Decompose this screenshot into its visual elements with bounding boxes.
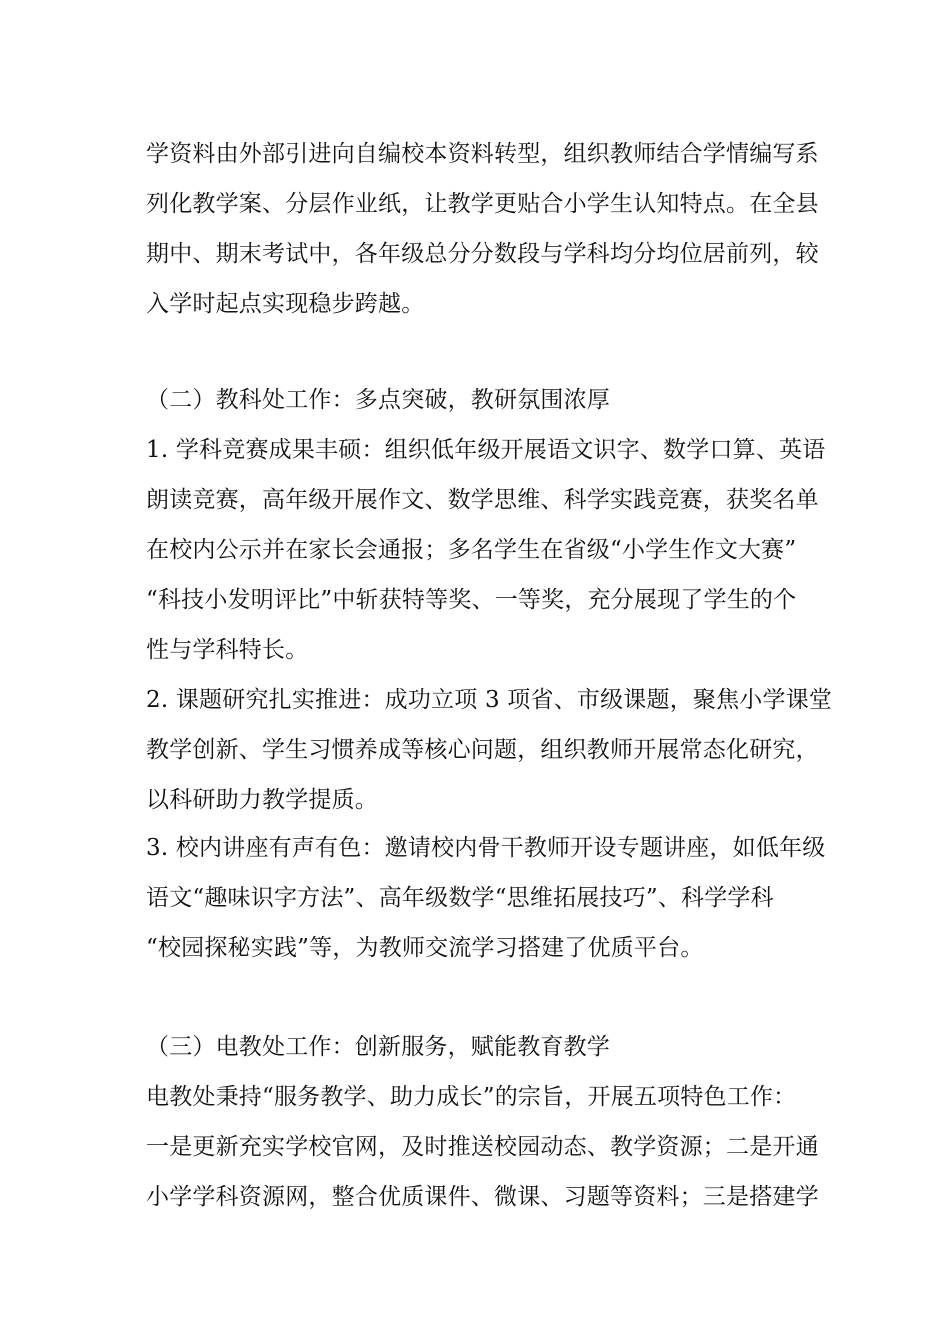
list-item-line: 在校内公示并在家长会通报；多名学生在省级“小学生作文大赛” [146, 537, 797, 563]
list-item-line: “校园探秘实践”等，为教师交流学习搭建了优质平台。 [146, 935, 704, 961]
paragraph-line: 小学学科资源网，整合优质课件、微课、习题等资料；三是搭建学 [146, 1184, 819, 1210]
paragraph-line: 列化教学案、分层作业纸，让教学更贴合小学生认知特点。在全县 [146, 191, 819, 217]
list-item-line: 教学创新、学生习惯养成等核心问题，组织教师开展常态化研究， [146, 737, 819, 763]
section-heading-3: （三）电教处工作：创新服务，赋能教育教学 [146, 1034, 610, 1060]
paragraph-line: 期中、期末考试中，各年级总分分数段与学科均分均位居前列，较 [146, 241, 819, 267]
list-item-line: 1. 学科竞赛成果丰硕：组织低年级开展语文识字、数学口算、英语 [146, 437, 826, 463]
list-item-line: 2. 课题研究扎实推进：成功立项 3 项省、市级课题，聚焦小学课堂 [146, 687, 833, 713]
list-item-line: 性与学科特长。 [146, 637, 309, 663]
paragraph-line: 电教处秉持“服务教学、助力成长”的宗旨，开展五项特色工作： [146, 1084, 797, 1110]
list-item-line: 以科研助力教学提质。 [146, 787, 378, 813]
paragraph-line: 学资料由外部引进向自编校本资料转型，组织教师结合学情编写系 [146, 141, 819, 167]
section-heading-2: （二）教科处工作：多点突破，教研氛围浓厚 [146, 387, 610, 413]
list-item-line: “科技小发明评比”中斩获特等奖、一等奖，充分展现了学生的个 [146, 587, 797, 613]
list-item-line: 语文“趣味识字方法”、高年级数学“思维拓展技巧”、科学学科 [146, 885, 774, 911]
list-item-line: 朗读竞赛，高年级开展作文、数学思维、科学实践竞赛，获奖名单 [146, 487, 819, 513]
list-item-line: 3. 校内讲座有声有色：邀请校内骨干教师开设专题讲座，如低年级 [146, 835, 826, 861]
paragraph-line: 入学时起点实现稳步跨越。 [146, 291, 425, 317]
paragraph-line: 一是更新充实学校官网，及时推送校园动态、教学资源；二是开通 [146, 1134, 819, 1160]
